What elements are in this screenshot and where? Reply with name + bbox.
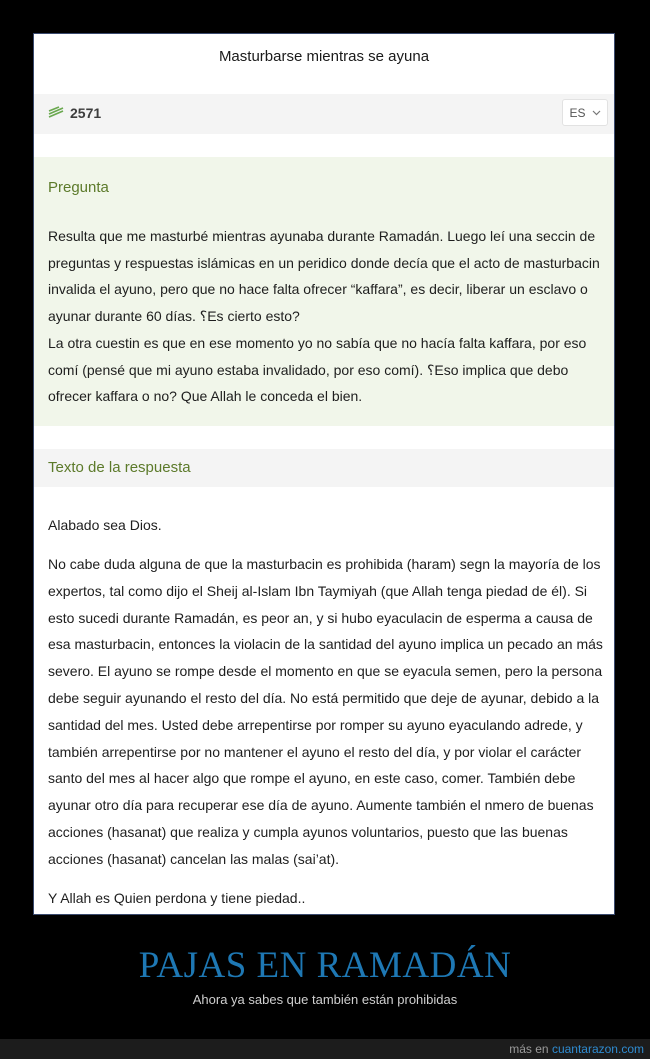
footer-text (509, 1042, 644, 1056)
caption-title: PAJAS EN RAMADÁN (138, 945, 512, 986)
question-heading: Pregunta (48, 179, 109, 196)
views-count: 2571 (70, 105, 102, 121)
footer-bar (0, 1039, 650, 1059)
post-card (33, 33, 615, 915)
question-section (34, 157, 614, 426)
answer-paragraph: Alabado sea Dios. (48, 517, 162, 533)
answer-header (34, 449, 614, 487)
footer-prefix: más en (509, 1042, 549, 1056)
answer-heading: Texto de la respuesta (48, 459, 191, 476)
language-select[interactable] (562, 99, 608, 126)
language-value: ES (569, 105, 586, 120)
views-counter (48, 105, 101, 121)
page-title: Masturbarse mientras se ayuna (218, 48, 430, 65)
caption-subtitle: Ahora ya sabes que también están prohibidas (192, 992, 458, 1007)
meta-bar (34, 94, 614, 134)
answer-paragraph: Y Allah es Quien perdona y tiene piedad.. (48, 890, 306, 906)
site-link[interactable]: cuantarazon.com (551, 1042, 644, 1056)
question-body: Resulta que me masturbé mientras ayunaba durante Ramadán. Luego leí una seccin de preguntas y respuestas islámicas en un peridico donde decía que el acto de masturbacin invalida el ayuno, pero que no hace falta ofrecer “kaffara”, es decir, liberar un esclavo o ayunar durante 60 días. ؟Es cierto esto? La otra cuestin es que en ese momento yo no sabía que no hacía falta kaffara, por eso comí (pensé que mi ayuno estaba invalidado, por eso comí). ؟Eso implica que debo ofrecer kaffara o no? Que Allah le conceda el bien. (48, 228, 600, 405)
answer-paragraph: No cabe duda alguna de que la masturbacin es prohibida (haram) segn la mayoría de los expertos, tal como dijo el Sheij al-Islam Ibn Taymiyah (que Allah tenga piedad de él). Si esto sucedi durante Ramadán, es peor an, y si hubo eyaculacin de esperma a causa de esa masturbacin, entonces la violacin de la santidad del ayuno implica un pecado an más severo. El ayuno se rompe desde el momento en que se eyacula semen, pero la persona debe seguir ayunando el resto del día. No está permitido que deje de ayunar, debido a la santidad del mes. Usted debe arrepentirse por romper su ayuno eyaculando adrede, y también arrepentirse por no mantener el ayuno el resto del día, y por violar el carácter santo del mes al hacer algo que rompe el ayuno, en este caso, comer. También debe ayunar otro día para recuperar ese día de ayuno. Aumente también el nmero de buenas acciones (hasanat) que realiza y cumpla ayunos voluntarios, puesto que las buenas acciones (hasanat) cancelan las malas (sai’at). (48, 556, 603, 867)
chevron-down-icon (592, 110, 601, 116)
views-icon (48, 106, 64, 120)
